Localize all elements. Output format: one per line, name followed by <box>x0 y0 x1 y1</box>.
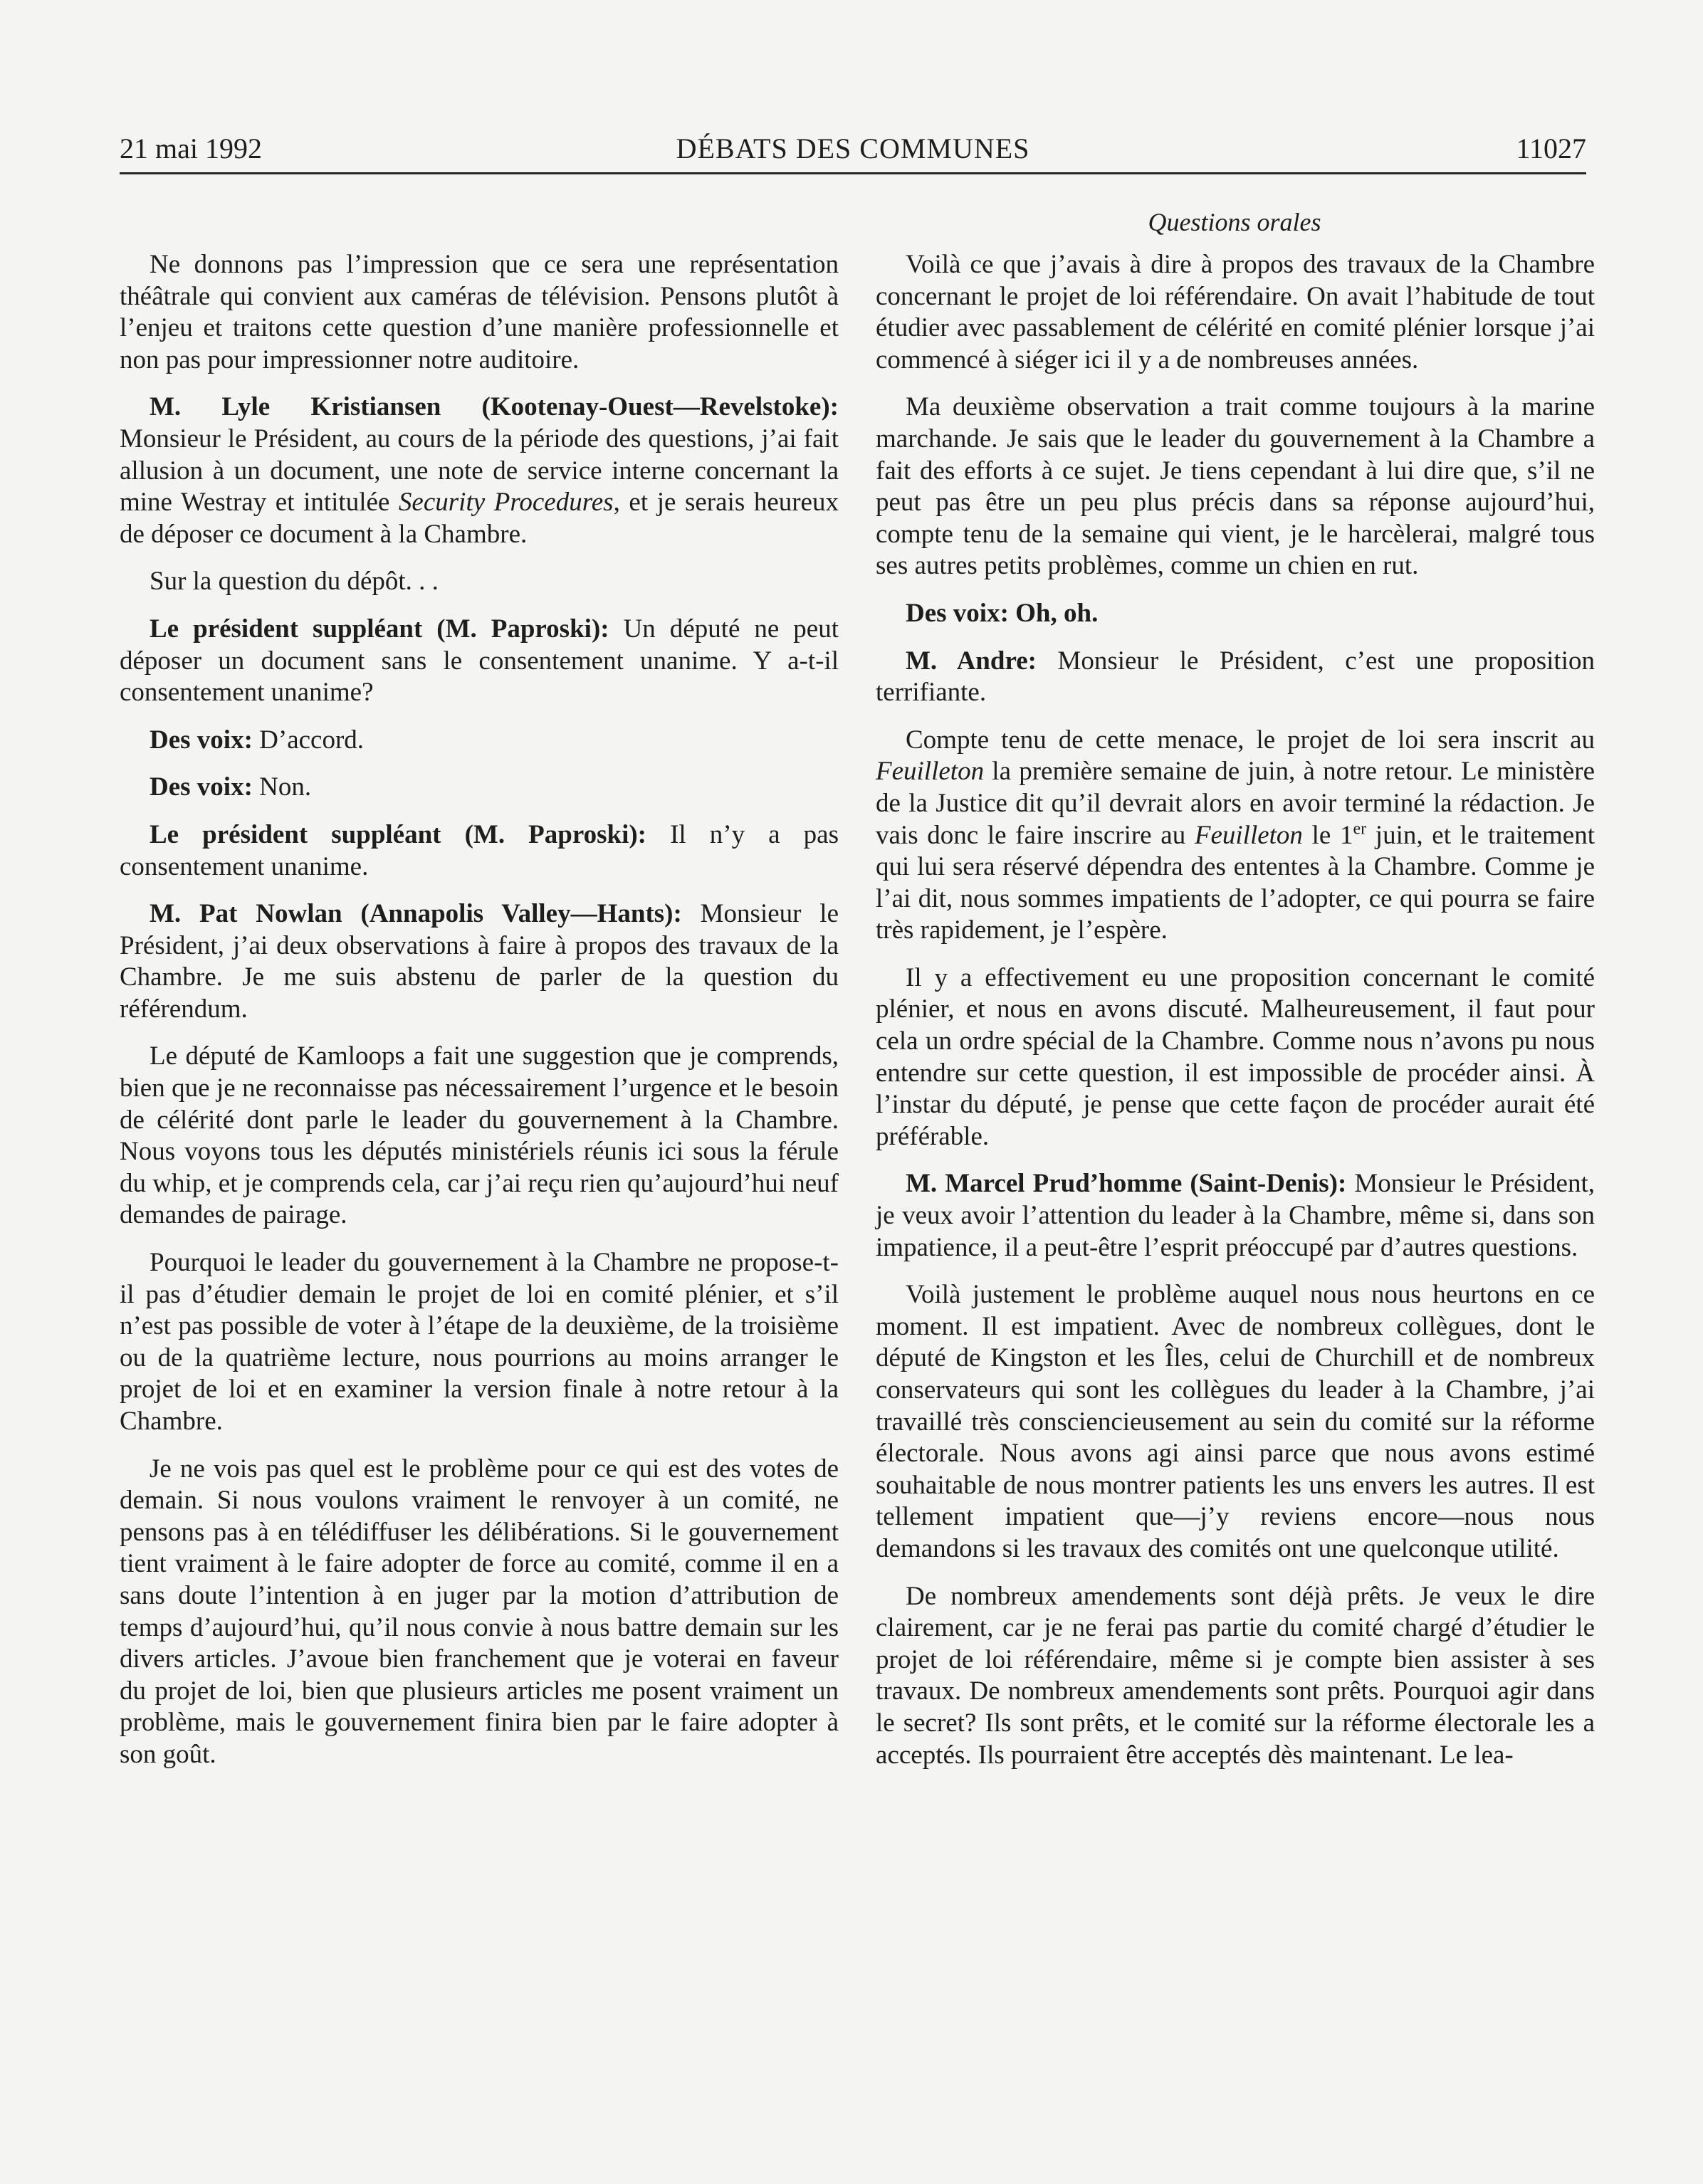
speaker-name: Des voix: <box>150 725 253 755</box>
right-column <box>876 249 1595 1787</box>
paragraph: Voilà justement le problème auquel nous nous heurtons en ce moment. Il est impatient. Avec de nombreux collègues, dont le député de Kingston et les Îles, celui de Churchill et de nombreux conservateurs qui sont les collègues du leader à la Chambre, j’ai travaillé très consciencieusement au sein du comité sur la réforme électorale. Nous avons agi ainsi parce que nous avons estimé souhaitable de nous montrer patients les uns envers les autres. Il est tellement impatient que—j’y reviens encore—nous nous demandons si les travaux des comités ont une quelconque utilité. <box>876 1280 1595 1563</box>
paragraph <box>876 598 1595 630</box>
paragraph: Le député de Kamloops a fait une suggestion que je comprends, bien que je ne reconnaisse pas nécessairement l’urgence et le besoin de célérité dont parle le leader du gouvernement à la Chambre. Nous voyons tous les députés ministériels réunis ici sous la férule du whip, et je comprends cela, car j’ai reçu rien qu’aujourd’hui neuf demandes de pairage. <box>120 1041 839 1230</box>
paragraph: Sur la question du dépôt. . . <box>150 567 439 597</box>
header-date: 21 mai 1992 <box>120 132 262 164</box>
paragraph: M. Marcel Prud’homme (Saint-Denis): Monsieur le Président, je veux avoir l’attention du leader à la Chambre, même si, dans son impatience, il a peut-être l’esprit préoccupé par d’autres questions. <box>876 1169 1595 1262</box>
paragraph: M. Pat Nowlan (Annapolis Valley—Hants): Monsieur le Président, j’ai deux observations à faire à propos des travaux de la Chambre. Je me suis abstenu de parler de la question du référendum. <box>120 899 839 1024</box>
paragraph: Voilà ce que j’avais à dire à propos des travaux de la Chambre concernant le projet de loi référendaire. On avait l’habitude de tout étudier avec passablement de célérité en comité plénier lorsque j’ai commencé à siéger ici il y a de nombreuses années. <box>876 250 1595 374</box>
section-label: Questions orales <box>1148 208 1321 236</box>
speaker-name: Des voix: Oh, oh. <box>906 598 1099 628</box>
page-header <box>120 130 1586 174</box>
speaker-name: Des voix: <box>150 772 253 802</box>
publication-title: Feuilleton <box>1194 820 1303 850</box>
document-title: Security Procedures <box>398 488 614 518</box>
speaker-name: Le président suppléant (M. Paproski): <box>150 819 646 849</box>
speaker-name: M. Pat Nowlan (Annapolis Valley—Hants): <box>150 899 682 929</box>
paragraph: Il y a effectivement eu une proposition concernant le comité plénier, et nous en avons discuté. Malheureusement, il faut pour cela un ordre spécial de la Chambre. Comme nous n’avons pu nous entendre sur cette question, il est impossible de procéder ainsi. À l’instar du député, je pense que cette façon de procéder aurait été préférable. <box>876 962 1595 1151</box>
speaker-name: M. Marcel Prud’homme (Saint-Denis): <box>906 1169 1347 1199</box>
ordinal-superscript: er <box>1353 819 1367 839</box>
paragraph: Compte tenu de cette menace, le projet de loi sera inscrit au Feuilleton la première semaine de juin, à notre retour. Le ministère de la Justice dit qu’il devrait alors en avoir terminé la rédaction. Je vais donc le faire inscrire au Feuilleton le 1er juin, et le traitement qui lui sera réservé dépendra des ententes à la Chambre. Comme je l’ai dit, nous sommes impatients de l’adopter, ce qui pourra se faire très rapidement, je l’espère. <box>876 725 1595 945</box>
left-column <box>120 249 839 1787</box>
header-title: DÉBATS DES COMMUNES <box>676 132 1030 164</box>
speaker-name: Le président suppléant (M. Paproski): <box>150 614 609 644</box>
paragraph: M. Andre: Monsieur le Président, c’est une proposition terrifiante. <box>876 646 1595 708</box>
header-page-number: 11027 <box>1516 132 1586 164</box>
paragraph: Le président suppléant (M. Paproski): Un député ne peut déposer un document sans le consentement unanime. Y a-t-il consentement unanime? <box>120 614 839 708</box>
paragraph: Ma deuxième observation a trait comme toujours à la marine marchande. Je sais que le leader du gouvernement à la Chambre a fait des efforts à ce sujet. Je tiens cependant à lui dire que, s’il ne peut pas être un peu plus précis dans sa réponse aujourd’hui, compte tenu de la semaine qui vient, je le harcèlerai, malgré tous ses autres petits problèmes, comme un chien en rut. <box>876 392 1595 581</box>
paragraph: Ne donnons pas l’impression que ce sera une représentation théâtrale qui convient aux caméras de télévision. Pensons plutôt à l’enjeu et traitons cette question d’une manière professionnelle et non pas pour impressionner notre auditoire. <box>120 250 839 374</box>
paragraph: Je ne vois pas quel est le problème pour ce qui est des votes de demain. Si nous voulons vraiment le renvoyer à un comité, ne pensons pas à en télédiffuser les délibérations. Si le gouvernement tient vraiment à le faire adopter de force au comité, comme il en a sans doute l’intention à en juger par la motion d’attribution de temps d’aujourd’hui, qu’il nous convie à nous battre demain sur les divers articles. J’avoue bien franchement que je voterai en faveur du projet de loi, bien que plusieurs articles me posent vraiment un problème, mais le gouvernement finira bien par le faire adopter à son goût. <box>120 1454 839 1769</box>
paragraph: Des voix: D’accord. <box>150 725 365 755</box>
speaker-name: M. Lyle Kristiansen (Kootenay-Ouest—Revelstoke): <box>150 392 839 422</box>
speaker-name: M. Andre: <box>906 646 1037 676</box>
paragraph: De nombreux amendements sont déjà prêts. Je veux le dire clairement, car je ne ferai pas partie du comité chargé d’étudier le projet de loi référendaire, même si je compte bien assister à ses travaux. De nombreux amendements sont prêts. Pourquoi agir dans le secret? Ils sont prêts, et le comité sur la réforme électorale les a acceptés. Ils pourraient être acceptés dès maintenant. Le lea- <box>876 1581 1595 1770</box>
paragraph: M. Lyle Kristiansen (Kootenay-Ouest—Revelstoke): Monsieur le Président, au cours de la période des questions, j’ai fait allusion à un document, une note de service interne concernant la mine Westray et intitulée Security Procedures, et je serais heureux de déposer ce document à la Chambre. <box>120 392 839 549</box>
publication-title: Feuilleton <box>876 757 985 787</box>
paragraph: Pourquoi le leader du gouvernement à la Chambre ne propose-t-il pas d’étudier demain le projet de loi en comité plénier, et s’il n’est pas possible de voter à l’étape de la deuxième, de la troisième ou de la quatrième lecture, nous pourrions au moins arranger le projet de loi et en examiner la version finale à notre retour à la Chambre. <box>120 1248 839 1436</box>
paragraph: Le président suppléant (M. Paproski): Il n’y a pas consentement unanime. <box>120 819 839 881</box>
paragraph: Des voix: Non. <box>150 772 312 802</box>
